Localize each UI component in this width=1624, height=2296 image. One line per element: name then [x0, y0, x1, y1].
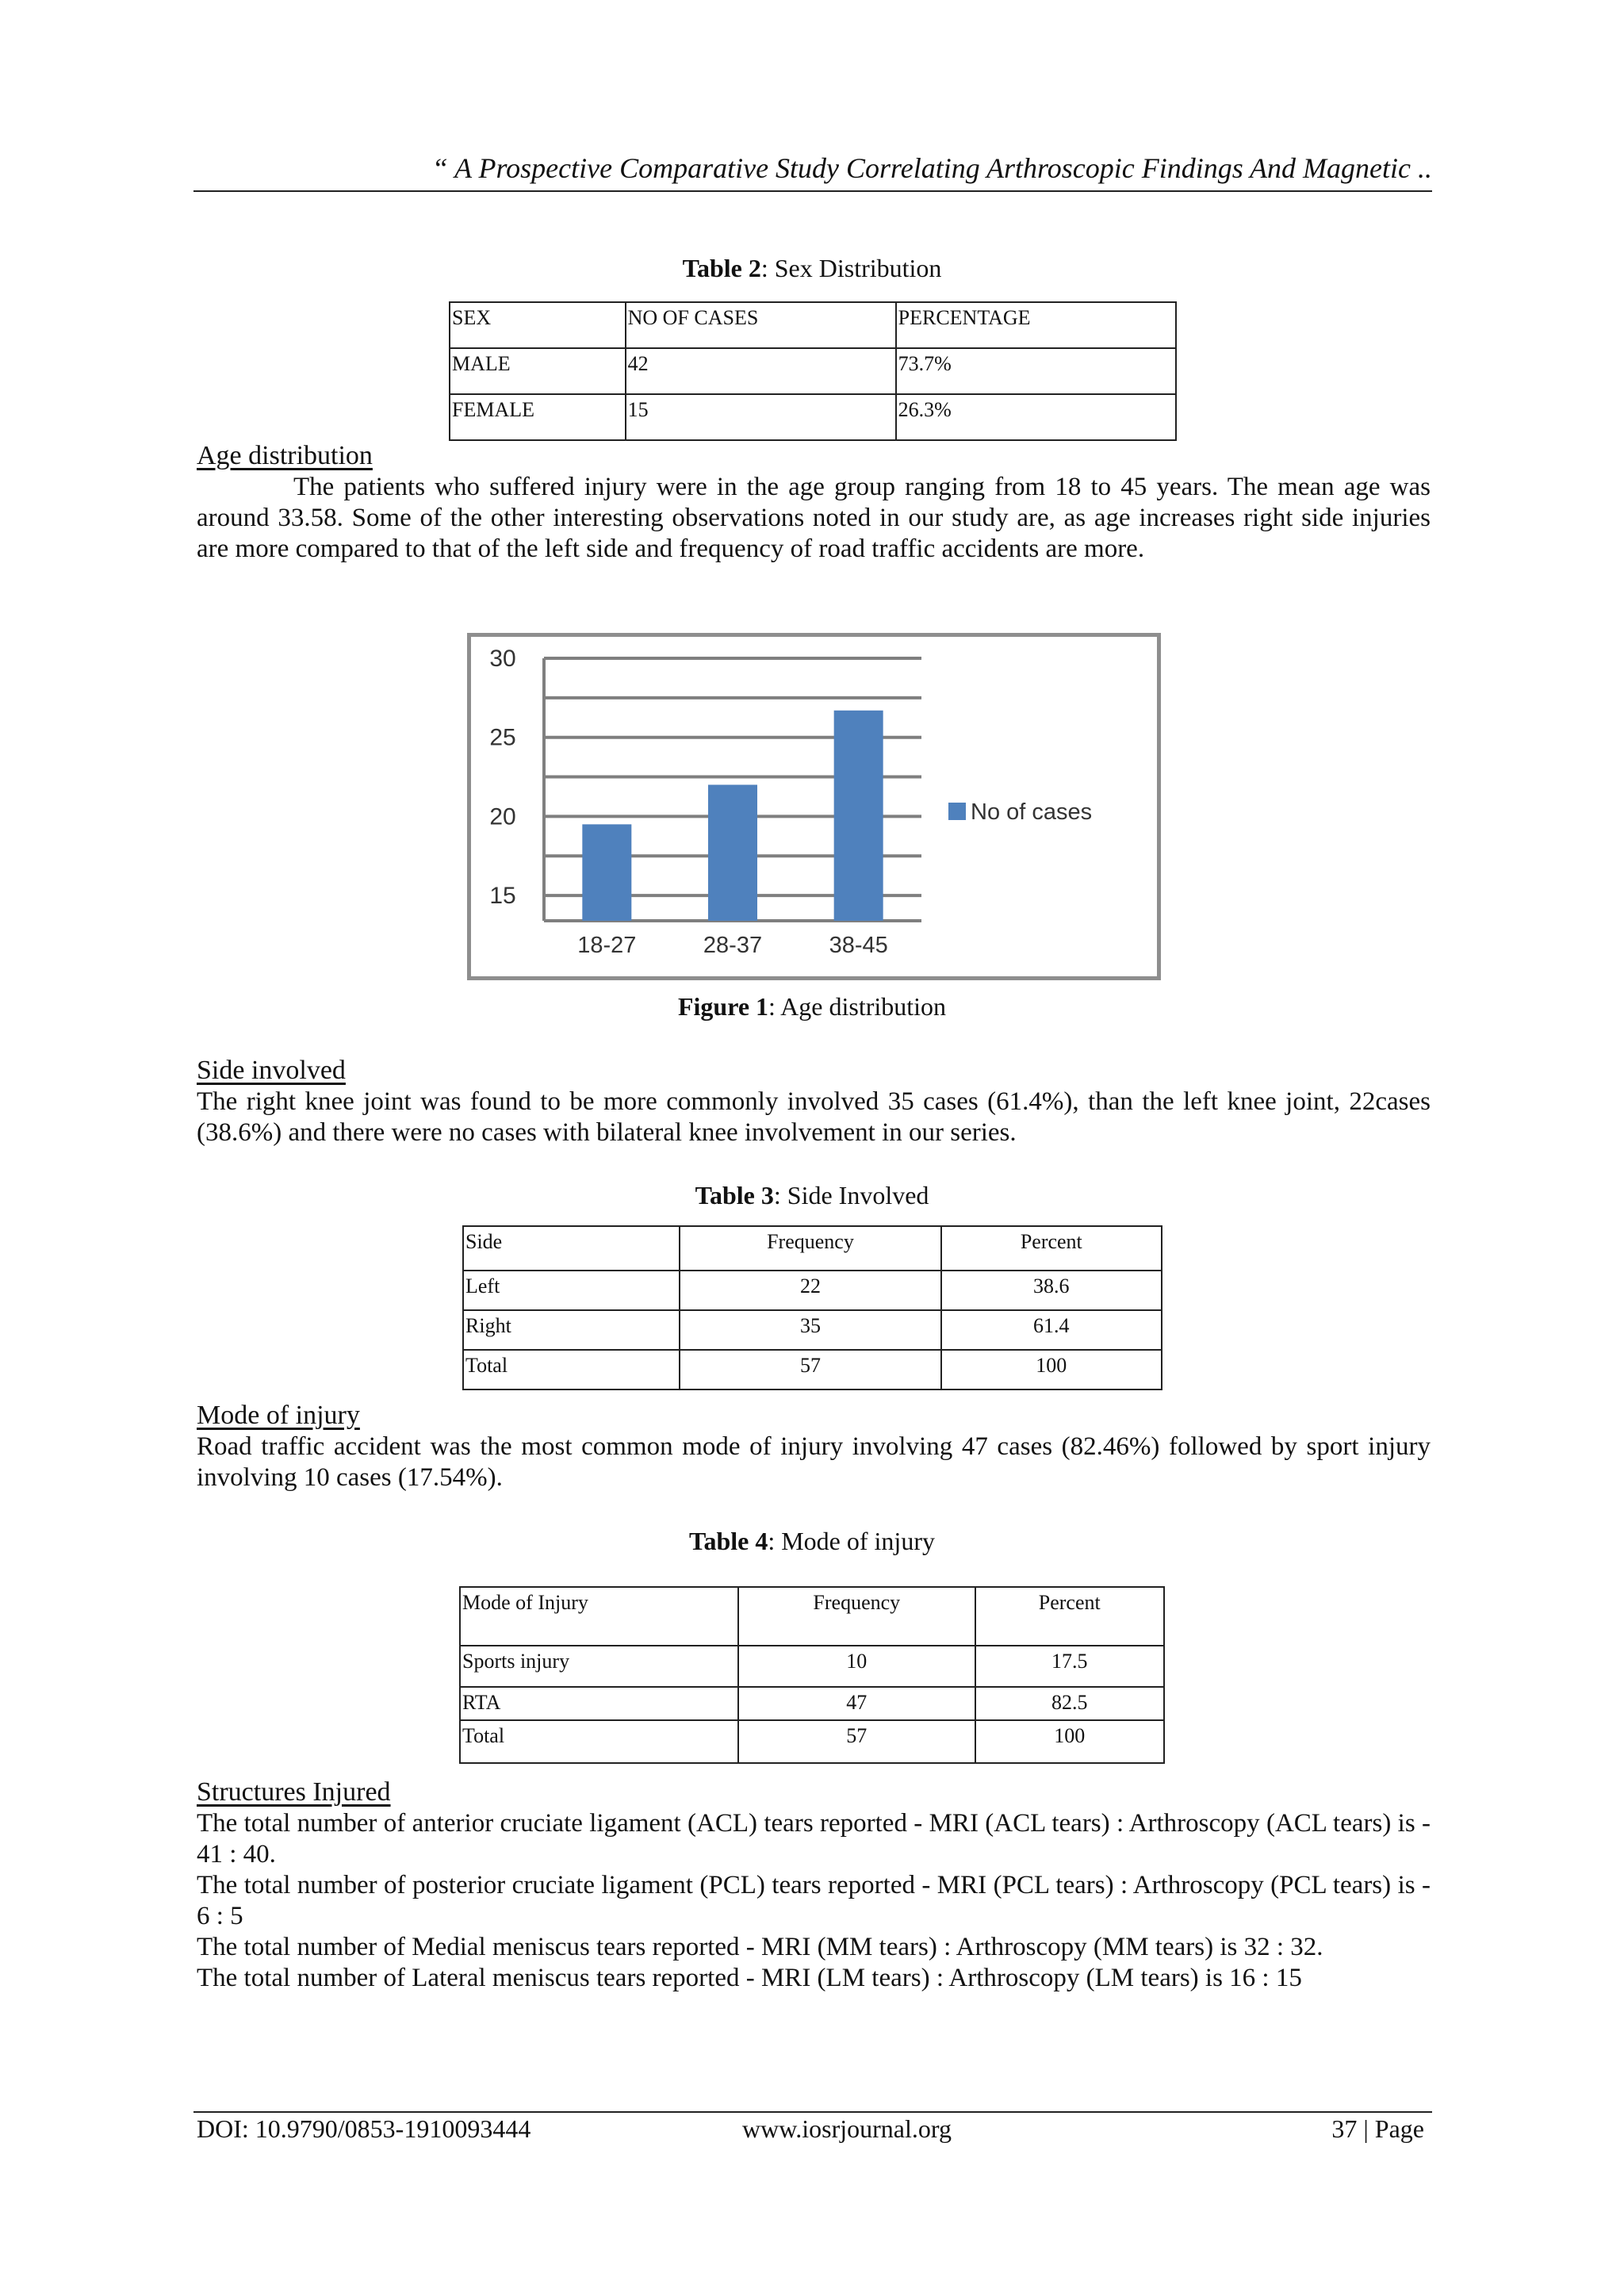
table-cell: Total: [460, 1720, 738, 1763]
table3-header-percent: Percent: [941, 1226, 1162, 1271]
table3-header-side: Side: [463, 1226, 680, 1271]
table4-header-frequency: Frequency: [738, 1587, 975, 1646]
table-row: [450, 348, 1176, 394]
table-cell: 61.4: [941, 1310, 1162, 1350]
table4-header-percent: Percent: [975, 1587, 1165, 1646]
chart-y-tick-labels: [489, 646, 515, 909]
table-cell: 57: [738, 1720, 975, 1763]
y-tick-label: 30: [489, 646, 516, 672]
table-cell: 22: [680, 1271, 940, 1310]
table4-label: Table 4: [689, 1527, 768, 1555]
mm-tears-line: The total number of Medial meniscus tears reported - MRI (MM tears) : Arthroscopy (MM tears) is 32 : 32.: [197, 1933, 1323, 1961]
table-cell: 82.5: [975, 1687, 1165, 1720]
mode-of-injury-text: Road traffic accident was the most common mode of injury involving 47 cases (82.46%) followed by sport injury involving 10 cases (17.54%).: [197, 1432, 1431, 1492]
table-cell: 35: [680, 1310, 940, 1350]
age-distribution-heading: Age distribution: [197, 441, 373, 470]
table-cell: Right: [463, 1310, 680, 1350]
table-cell: 38.6: [941, 1271, 1162, 1310]
table-cell: 57: [680, 1350, 940, 1389]
y-tick-label: 15: [489, 883, 516, 910]
table-cell: Left: [463, 1271, 680, 1310]
table2: [449, 301, 1177, 441]
legend-swatch: [948, 803, 966, 820]
table2-header-percentage: PERCENTAGE: [896, 302, 1176, 348]
structures-injured-paragraph: [197, 1808, 1431, 1994]
table-cell: 15: [626, 394, 896, 440]
x-tick-label: 28-37: [703, 933, 763, 958]
table-row: [450, 394, 1176, 440]
table-cell: 73.7%: [896, 348, 1176, 394]
table2-caption: [0, 252, 1624, 284]
table2-label: Table 2: [682, 254, 761, 282]
mode-of-injury-paragraph: [197, 1432, 1431, 1493]
side-involved-paragraph: [197, 1087, 1431, 1148]
table-row: [463, 1271, 1162, 1310]
table-row: [460, 1646, 1164, 1687]
table-row: [460, 1687, 1164, 1720]
footer-page-number: 37 | Page: [1331, 2114, 1424, 2143]
running-header: “ A Prospective Comparative Study Correlating Arthroscopic Findings And Magnetic ..: [431, 152, 1432, 184]
table-cell: Total: [463, 1350, 680, 1389]
table-cell: 100: [941, 1350, 1162, 1389]
header-rule: [193, 190, 1432, 192]
figure1-caption: [0, 991, 1624, 1022]
table-cell: MALE: [450, 348, 626, 394]
figure1-title: : Age distribution: [768, 992, 947, 1021]
table4: [459, 1586, 1165, 1764]
table-row: [463, 1226, 1162, 1271]
table4-title: : Mode of injury: [768, 1527, 935, 1555]
table-cell: RTA: [460, 1687, 738, 1720]
table-cell: 10: [738, 1646, 975, 1687]
age-distribution-paragraph: [197, 472, 1431, 565]
table3-title: : Side Involved: [773, 1181, 929, 1209]
table-cell: Sports injury: [460, 1646, 738, 1687]
table-cell: 47: [738, 1687, 975, 1720]
y-tick-label: 25: [489, 724, 516, 751]
bar-38-45: [834, 711, 883, 921]
structures-injured-heading: Structures Injured: [197, 1777, 391, 1807]
side-involved-heading: Side involved: [197, 1056, 346, 1085]
table4-caption: [0, 1525, 1624, 1557]
figure1-label: Figure 1: [677, 992, 769, 1021]
y-tick-label: 20: [489, 803, 516, 830]
table-cell: 100: [975, 1720, 1165, 1763]
table3: [462, 1225, 1162, 1390]
table-row: [463, 1310, 1162, 1350]
table4-header-mode: Mode of Injury: [460, 1587, 738, 1646]
table-cell: 17.5: [975, 1646, 1165, 1687]
footer-website[interactable]: www.iosrjournal.org: [742, 2114, 952, 2143]
x-tick-label: 18-27: [577, 933, 637, 958]
table2-header-sex: SEX: [450, 302, 626, 348]
acl-tears-line: The total number of anterior cruciate ligament (ACL) tears reported - MRI (ACL tears) : Arthroscopy (ACL tears) is - 41 : 40.: [197, 1809, 1431, 1869]
x-tick-label: 38-45: [829, 933, 888, 958]
table3-header-frequency: Frequency: [680, 1226, 940, 1271]
table-row: [460, 1720, 1164, 1763]
table-row: [460, 1587, 1164, 1646]
chart-legend: [948, 799, 1092, 825]
pcl-tears-line: The total number of posterior cruciate ligament (PCL) tears reported - MRI (PCL tears) : Arthroscopy (PCL tears) is - 6 : 5: [197, 1871, 1431, 1930]
table-cell: 26.3%: [896, 394, 1176, 440]
bar-18-27: [582, 824, 631, 921]
table2-header-cases: NO OF CASES: [626, 302, 896, 348]
table2-title: : Sex Distribution: [760, 254, 942, 282]
age-distribution-chart: [467, 633, 1161, 980]
table-cell: FEMALE: [450, 394, 626, 440]
table-cell: 42: [626, 348, 896, 394]
legend-label: No of cases: [971, 799, 1093, 825]
chart-x-tick-labels: [577, 933, 888, 958]
table3-label: Table 3: [695, 1181, 774, 1209]
table-row: [463, 1350, 1162, 1389]
table-row: [450, 302, 1176, 348]
age-distribution-text: The patients who suffered injury were in the age group ranging from 18 to 45 years. The mean age was around 33.58. Some of the other interesting observations noted in our study are, as age increases right side injuries are more compared to that of the left side and frequency of road traffic accidents are more.: [197, 473, 1431, 563]
table3-caption: [0, 1179, 1624, 1211]
chart-svg: [471, 637, 1157, 976]
side-involved-text: The right knee joint was found to be more commonly involved 35 cases (61.4%), than the left knee joint, 22cases (38.6%) and there were no cases with bilateral knee involvement in our series.: [197, 1087, 1431, 1147]
footer-doi: DOI: 10.9790/0853-1910093444: [197, 2114, 531, 2143]
lm-tears-line: The total number of Lateral meniscus tears reported - MRI (LM tears) : Arthroscopy (LM tears) is 16 : 15: [197, 1964, 1302, 1992]
mode-of-injury-heading: Mode of injury: [197, 1401, 360, 1430]
bar-28-37: [708, 785, 757, 921]
